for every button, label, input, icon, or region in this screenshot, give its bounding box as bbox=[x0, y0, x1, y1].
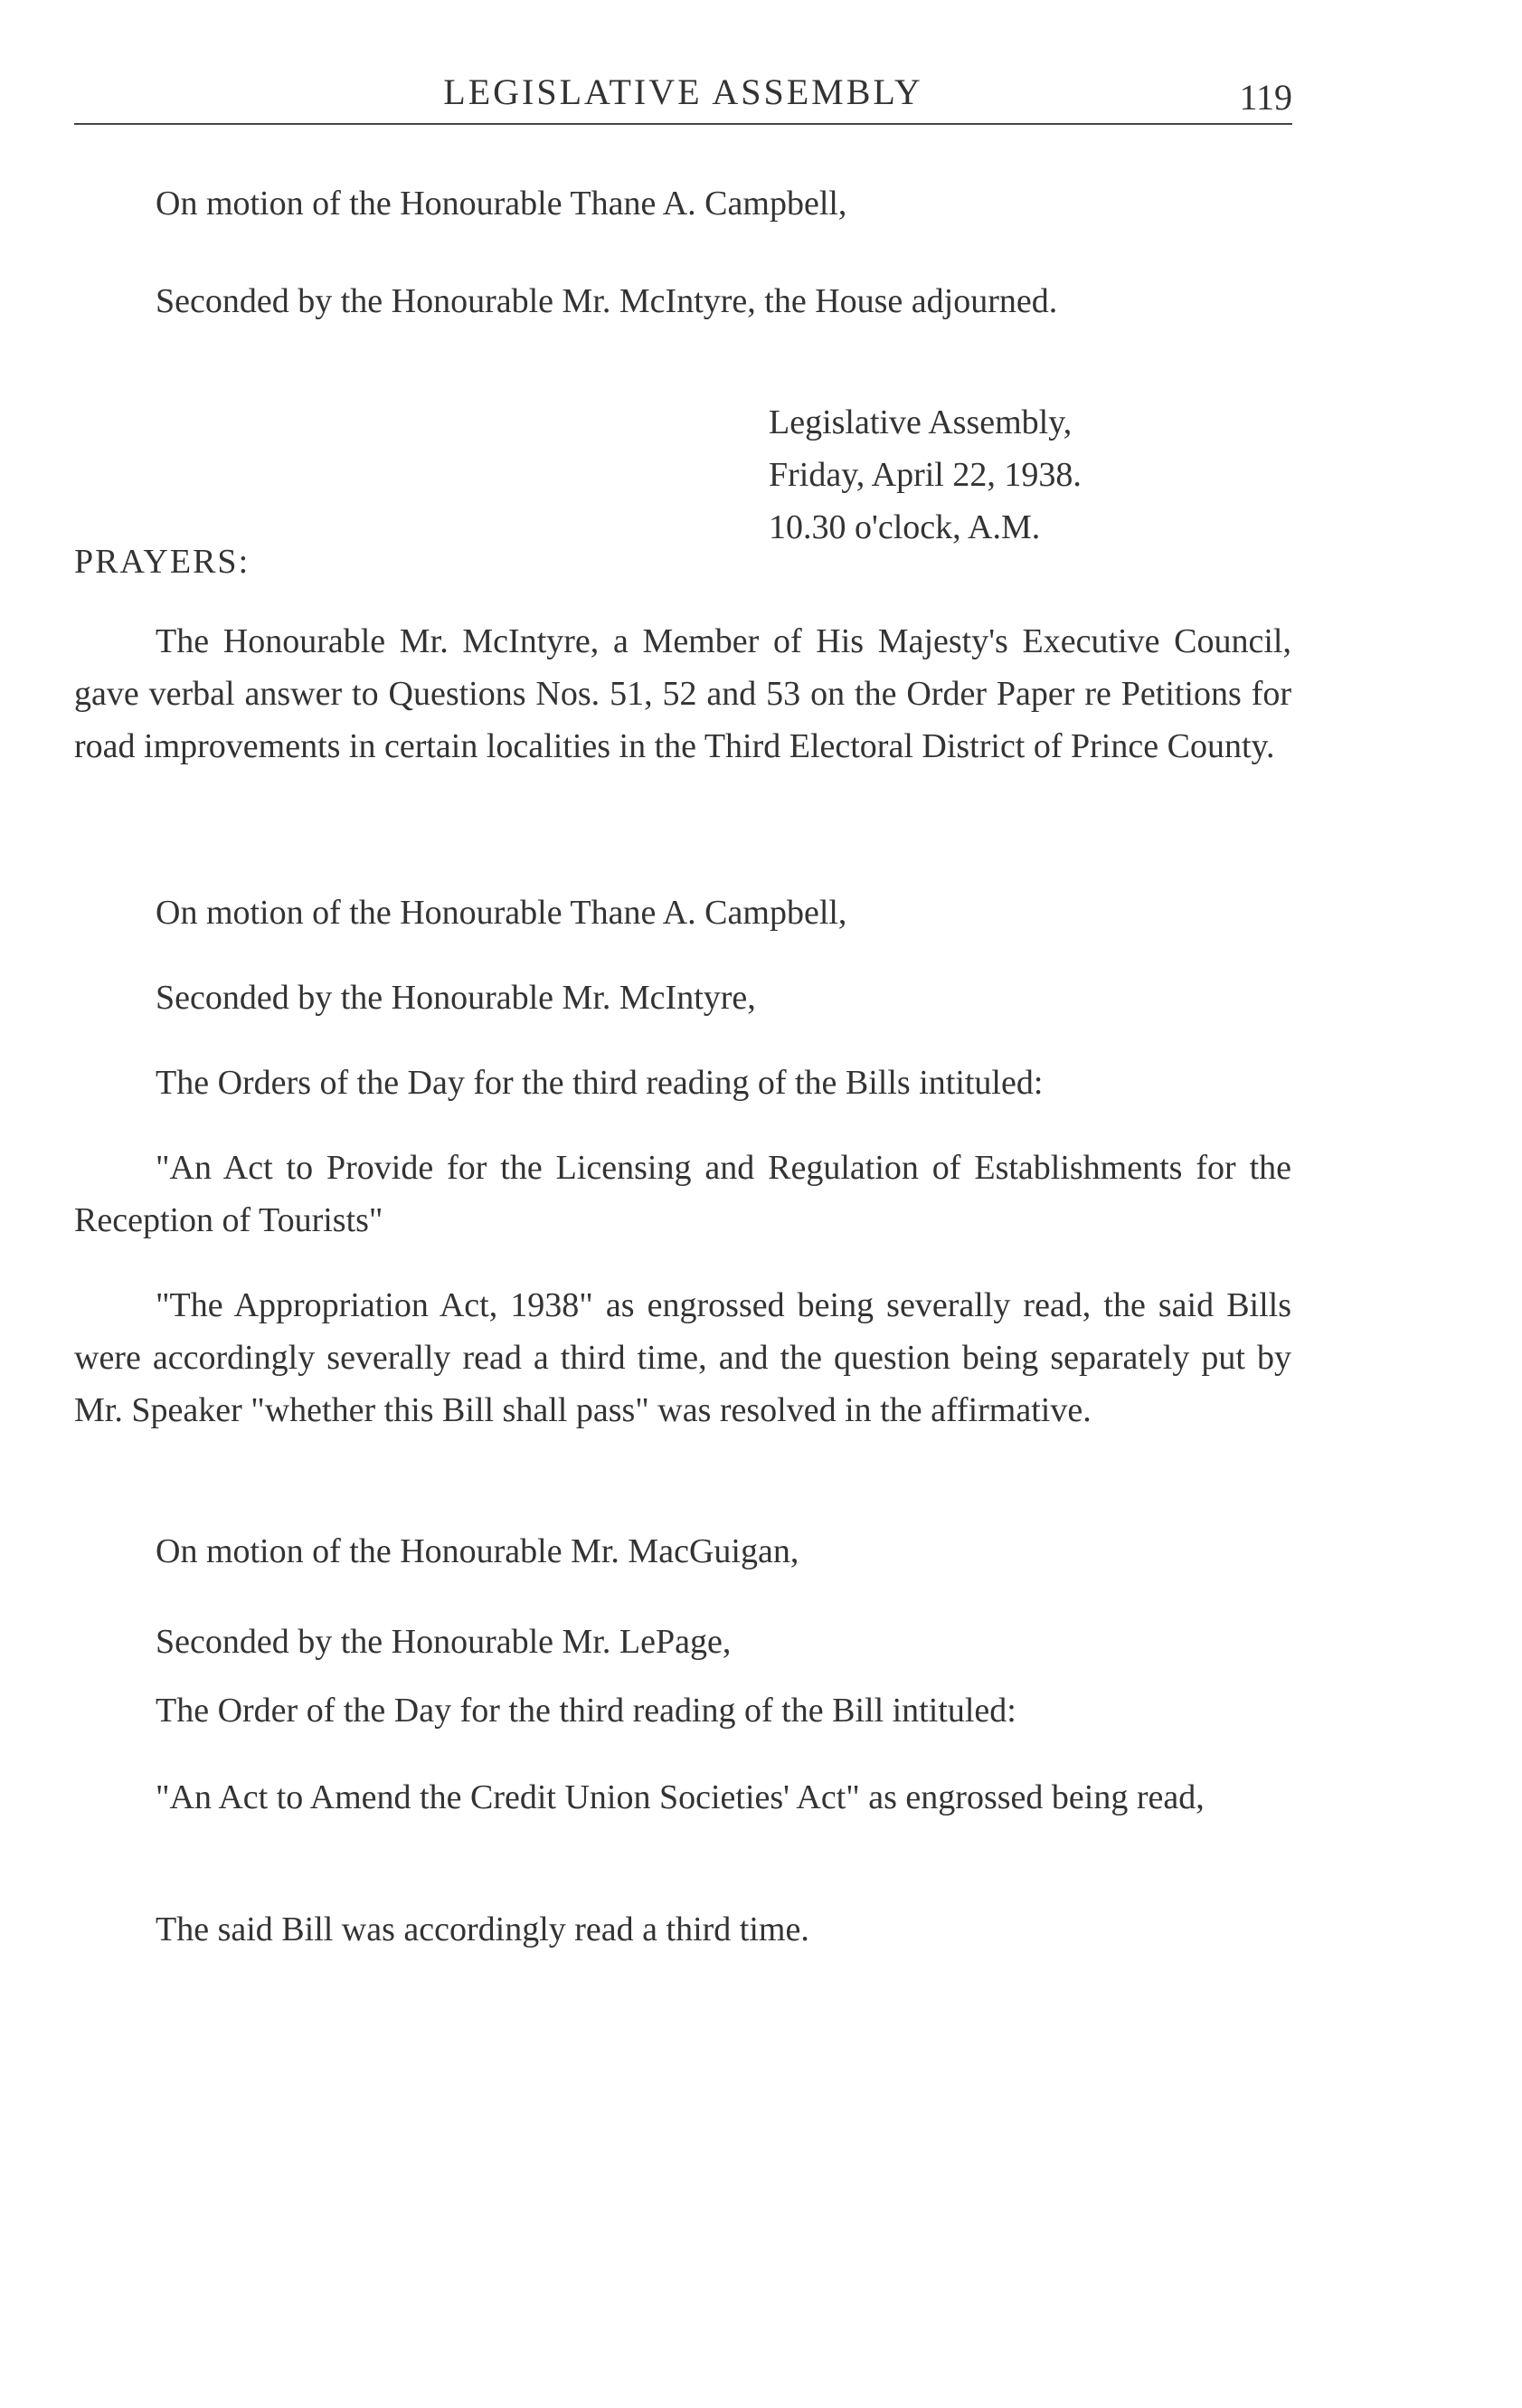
seconded-paragraph: Seconded by the Honourable Mr. McIntyre, the House adjourned. bbox=[156, 282, 1058, 320]
motion-paragraph: On motion of the Honourable Thane A. Campbell, bbox=[156, 894, 847, 932]
third-reading-paragraph: The said Bill was accordingly read a third time. bbox=[156, 1910, 809, 1948]
dateline-date: Friday, April 22, 1938. bbox=[769, 456, 1082, 494]
orders-paragraph: The Orders of the Day for the third reading of the Bills intituled: bbox=[156, 1064, 1044, 1102]
dateline-time: 10.30 o'clock, A.M. bbox=[769, 508, 1041, 546]
running-title: LEGISLATIVE ASSEMBLY bbox=[443, 71, 923, 112]
motion-paragraph: On motion of the Honourable Thane A. Campbell, bbox=[156, 185, 847, 223]
bill-title-paragraph: "An Act to Provide for the Licensing and Regulation of Establishments for the Reception of Tourists" bbox=[74, 1149, 1291, 1239]
dateline-assembly: Legislative Assembly, bbox=[769, 403, 1073, 441]
answer-paragraph: The Honourable Mr. McIntyre, a Member of His Majesty's Executive Council, gave verbal answer to Questions Nos. 51, 52 and 53 on the Order Paper re Petitions for road improvements in certain localities in the Third Electoral District of Prince County. bbox=[74, 622, 1291, 765]
dateline bbox=[769, 396, 1082, 554]
resolution-paragraph: "The Appropriation Act, 1938" as engrossed being severally read, the said Bills were accordingly severally read a third time, and the question being separately put by Mr. Speaker "whether this Bill shall pass" was resolved in the affirmative. bbox=[74, 1286, 1291, 1429]
header-rule bbox=[74, 123, 1292, 125]
order-paragraph: The Order of the Day for the third reading of the Bill intituled: bbox=[156, 1692, 1016, 1730]
running-head bbox=[74, 65, 1292, 119]
seconded-paragraph: Seconded by the Honourable Mr. McIntyre, bbox=[156, 979, 756, 1017]
prayers-heading: PRAYERS: bbox=[74, 543, 251, 581]
seconded-paragraph: Seconded by the Honourable Mr. LePage, bbox=[156, 1623, 732, 1661]
bill-title-paragraph: "An Act to Amend the Credit Union Societies' Act" as engrossed being read, bbox=[156, 1778, 1205, 1816]
motion-paragraph: On motion of the Honourable Mr. MacGuigan, bbox=[156, 1532, 799, 1570]
page-number: 119 bbox=[1239, 77, 1292, 118]
